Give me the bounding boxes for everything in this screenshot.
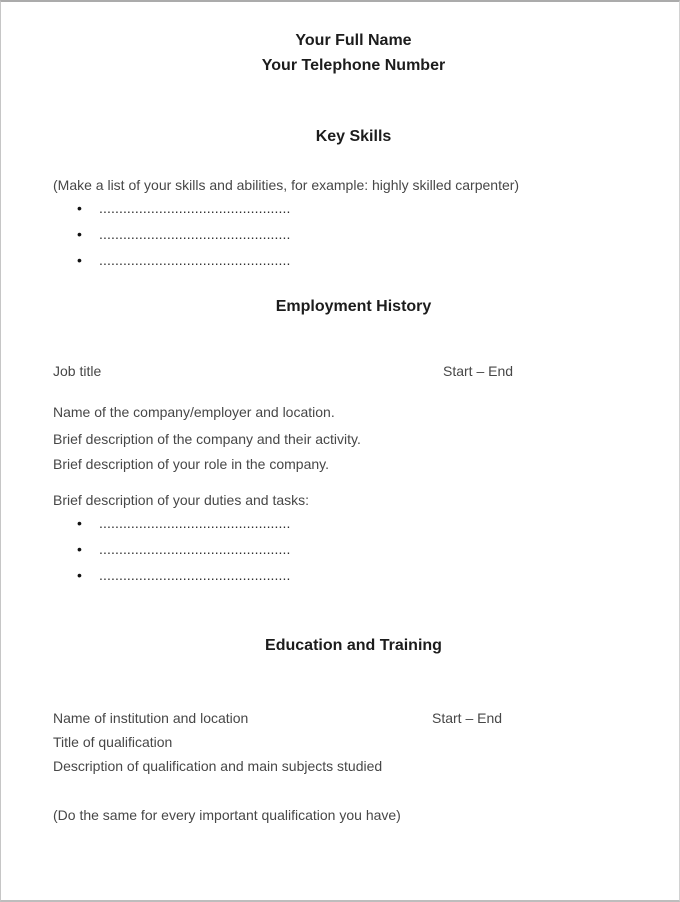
institution-label: Name of institution and location: [53, 710, 249, 726]
key-skills-heading: Key Skills: [315, 128, 392, 145]
employment-date-range: Start – End: [443, 363, 514, 379]
fill-in-line: ................................................: [99, 567, 291, 583]
bullet-icon: [77, 562, 82, 588]
fill-in-line: ................................................: [99, 252, 291, 268]
key-skills-bullet-item: [53, 221, 654, 247]
fill-in-line: ................................................: [99, 226, 291, 242]
key-skills-hint: (Make a list of your skills and abilities, for example: highly skilled carpenter): [53, 177, 520, 193]
fill-in-line: ................................................: [99, 541, 291, 557]
qualification-description-line: Description of qualification and main subjects studied: [53, 758, 383, 774]
bullet-icon: [77, 536, 82, 562]
qualification-title-line: Title of qualification: [53, 734, 173, 750]
telephone-heading: Your Telephone Number: [261, 57, 446, 74]
full-name-heading: Your Full Name: [295, 32, 412, 49]
key-skills-bullet-item: [53, 195, 654, 221]
company-name-line: Name of the company/employer and location.: [53, 404, 335, 420]
job-title-label: Job title: [53, 363, 102, 379]
fill-in-line: ................................................: [99, 515, 291, 531]
bullet-icon: [77, 247, 82, 273]
bullet-icon: [77, 195, 82, 221]
fill-in-line: ................................................: [99, 200, 291, 216]
education-date-range: Start – End: [432, 710, 503, 726]
duties-bullet-list: [53, 510, 654, 588]
employment-history-heading: Employment History: [275, 298, 432, 315]
key-skills-bullet-item: [53, 247, 654, 273]
role-description-line: Brief description of your role in the company.: [53, 456, 329, 472]
bullet-icon: [77, 221, 82, 247]
duties-bullet-item: [53, 562, 654, 588]
education-training-heading: Education and Training: [265, 637, 442, 654]
duties-bullet-item: [53, 536, 654, 562]
key-skills-bullet-list: [53, 195, 654, 273]
job-title-row: [53, 361, 654, 381]
education-note-line: (Do the same for every important qualification you have): [53, 807, 401, 823]
institution-row: [53, 708, 654, 728]
bullet-icon: [77, 510, 82, 536]
company-activity-line: Brief description of the company and their activity.: [53, 431, 361, 447]
duties-label: Brief description of your duties and tasks:: [53, 492, 310, 508]
duties-bullet-item: [53, 510, 654, 536]
page-content: [1, 30, 679, 902]
